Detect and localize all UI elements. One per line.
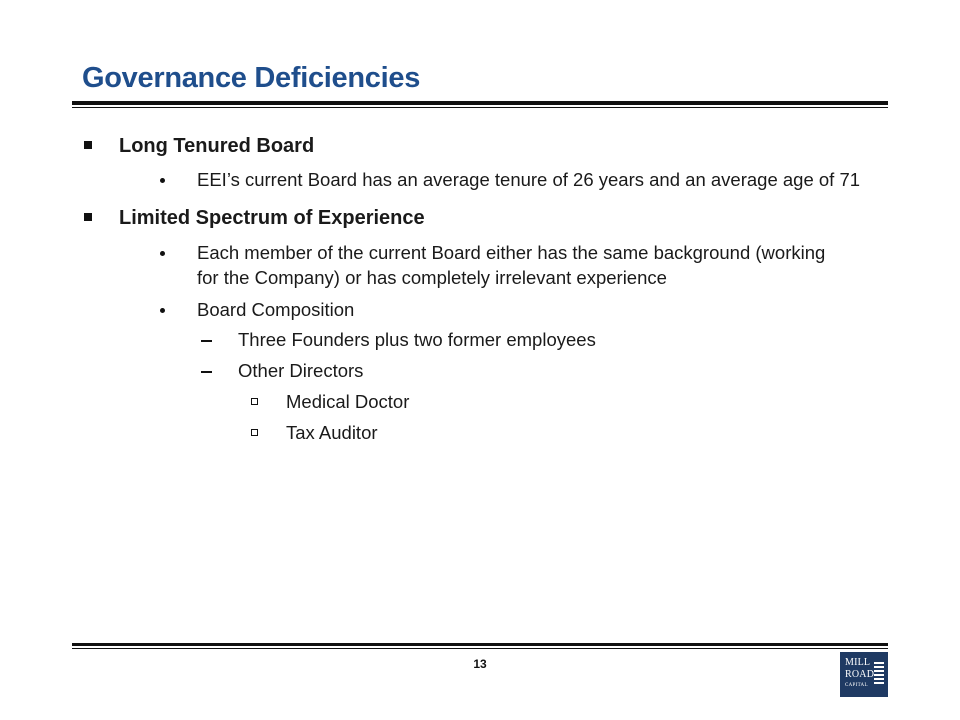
logo-line1: MILL bbox=[845, 657, 871, 668]
sub-bullet-point: Three Founders plus two former employees bbox=[238, 329, 596, 350]
page-number: 13 bbox=[473, 657, 487, 671]
hollow-square-bullet-icon bbox=[251, 398, 258, 405]
square-bullet-icon bbox=[84, 141, 92, 149]
logo-bars-icon bbox=[874, 662, 884, 686]
logo-line2: ROAD bbox=[845, 669, 875, 680]
hollow-square-bullet-icon bbox=[251, 429, 258, 436]
bullet-point-continued: for the Company) or has completely irrelevant experience bbox=[197, 267, 667, 288]
mill-road-capital-logo bbox=[840, 652, 888, 697]
section-heading: Limited Spectrum of Experience bbox=[119, 207, 425, 229]
sub-sub-bullet-point: Medical Doctor bbox=[286, 391, 410, 412]
slide-title: Governance Deficiencies bbox=[82, 62, 421, 94]
bullet-point: EEI’s current Board has an average tenure of 26 years and an average age of 71 bbox=[197, 169, 861, 190]
dot-bullet-icon bbox=[160, 308, 165, 313]
logo-line3: CAPITAL bbox=[845, 683, 868, 688]
sub-sub-bullet-point: Tax Auditor bbox=[286, 422, 378, 443]
dash-bullet-icon bbox=[201, 371, 212, 373]
section-heading: Long Tenured Board bbox=[119, 135, 315, 157]
sub-bullet-point: Other Directors bbox=[238, 360, 364, 381]
bullet-point: Board Composition bbox=[197, 299, 355, 320]
footer-rule-thick bbox=[72, 643, 888, 646]
dot-bullet-icon bbox=[160, 178, 165, 183]
square-bullet-icon bbox=[84, 213, 92, 221]
dash-bullet-icon bbox=[201, 340, 212, 342]
dot-bullet-icon bbox=[160, 251, 165, 256]
footer-rule-thin bbox=[72, 648, 888, 649]
title-rule-thin bbox=[72, 107, 888, 108]
bullet-point: Each member of the current Board either has the same background (working bbox=[197, 242, 826, 263]
title-rule-thick bbox=[72, 101, 888, 105]
